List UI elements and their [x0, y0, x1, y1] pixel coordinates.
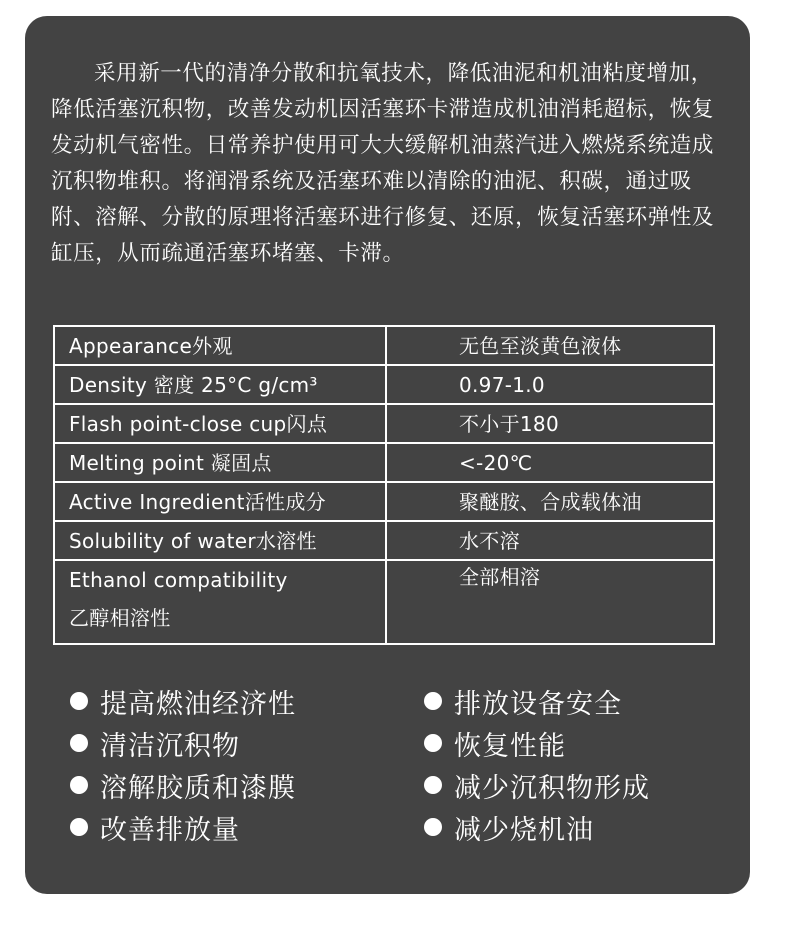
feature-item: [424, 806, 750, 848]
table-row: [54, 404, 714, 443]
bullet-icon: [424, 818, 442, 836]
feature-item: [424, 722, 750, 764]
spec-property: Appearance外观: [54, 326, 386, 365]
intro-paragraph: 采用新一代的清净分散和抗氧技术，降低油泥和机油粘度增加，降低活塞沉积物，改善发动机因活塞环卡滞造成机油消耗超标，恢复发动机气密性。日常养护使用可大大缓解机油蒸汽进入燃烧系统造成沉积物堆积。将润滑系统及活塞环难以清除的油泥、积碳，通过吸附、溶解、分散的原理将活塞环进行修复、还原，恢复活塞环弹性及缸压，从而疏通活塞环堵塞、卡滞。: [51, 61, 715, 266]
table-row: [54, 365, 714, 404]
spec-value: 无色至淡黄色液体: [386, 326, 714, 365]
feature-item: [70, 722, 424, 764]
spec-property: Solubility of water水溶性: [54, 521, 386, 560]
spec-property-line2: 乙醇相溶性: [69, 606, 171, 630]
table-row: [54, 521, 714, 560]
spec-property-line1: Ethanol compatibility: [69, 568, 288, 592]
feature-label: 提高燃油经济性: [100, 688, 296, 720]
table-row: [54, 326, 714, 365]
spec-value: 0.97-1.0: [386, 365, 714, 404]
spec-property: Density 密度 25°C g/cm³: [54, 365, 386, 404]
bullet-icon: [70, 692, 88, 710]
bullet-icon: [424, 692, 442, 710]
feature-item: [70, 680, 424, 722]
feature-label: 减少烧机油: [454, 814, 594, 846]
bullet-icon: [424, 776, 442, 794]
feature-item: [70, 764, 424, 806]
spec-property: Melting point 凝固点: [54, 443, 386, 482]
feature-label: 恢复性能: [454, 730, 566, 762]
feature-list: [70, 680, 750, 848]
feature-item: [424, 680, 750, 722]
feature-label: 改善排放量: [100, 814, 240, 846]
table-row: [54, 482, 714, 521]
feature-item: [424, 764, 750, 806]
feature-label: 排放设备安全: [454, 688, 622, 720]
spec-value: <-20℃: [386, 443, 714, 482]
bullet-icon: [70, 776, 88, 794]
spec-value: 全部相溶: [386, 560, 714, 644]
table-row: [54, 560, 714, 644]
feature-label: 溶解胶质和漆膜: [100, 772, 296, 804]
table-row: [54, 443, 714, 482]
bullet-icon: [70, 734, 88, 752]
bullet-icon: [70, 818, 88, 836]
feature-label: 减少沉积物形成: [454, 772, 650, 804]
feature-item: [70, 806, 424, 848]
spec-property: Flash point-close cup闪点: [54, 404, 386, 443]
spec-value: 不小于180: [386, 404, 714, 443]
spec-value: 聚醚胺、合成载体油: [386, 482, 714, 521]
bullet-icon: [424, 734, 442, 752]
product-info-card: [25, 16, 750, 894]
spec-value: 水不溶: [386, 521, 714, 560]
spec-property: [54, 560, 386, 644]
spec-property: Active Ingredient活性成分: [54, 482, 386, 521]
spec-table: [53, 325, 715, 645]
feature-label: 清洁沉积物: [100, 730, 240, 762]
